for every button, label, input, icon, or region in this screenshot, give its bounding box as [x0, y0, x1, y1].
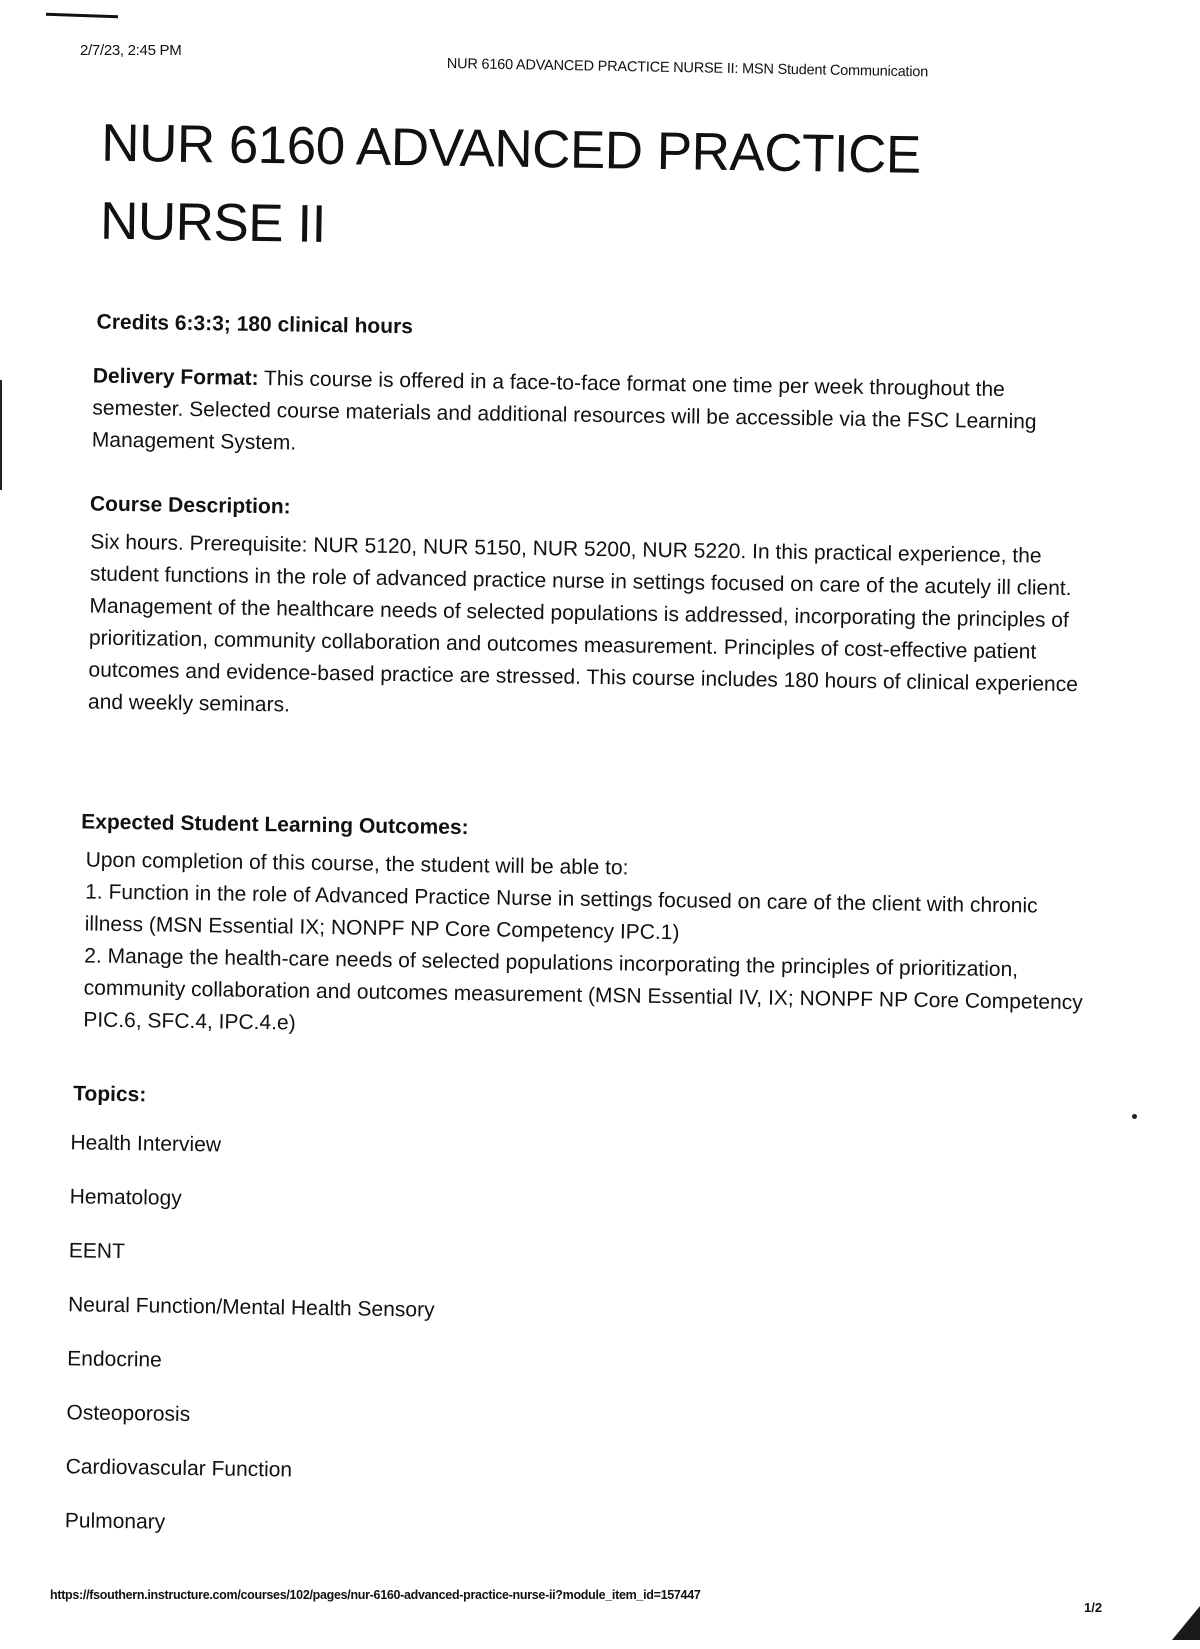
print-datetime: 2/7/23, 2:45 PM — [80, 42, 182, 59]
topic-item: Pulmonary — [64, 1509, 166, 1534]
topics-list — [64, 1128, 437, 1565]
course-credits: Credits 6:3:3; 180 clinical hours — [96, 310, 414, 339]
topic-item: Osteoporosis — [66, 1401, 191, 1427]
course-description: Six hours. Prerequisite: NUR 5120, NUR 5150, NUR 5200, NUR 5220. In this practical experience, the student functions in the role of advanced practice nurse in settings focused on care of the acutely ill client. Management of the healthcare needs of selected populations is addressed, incorporating the principles of prioritization, community collaboration and outcomes measurement. Principles of cost-effective patient outcomes and evidence-based practice are stressed. This course includes 180 hours of clinical experience and weekly seminars. — [87, 530, 1079, 717]
topic-item: Cardiovascular Function — [65, 1455, 293, 1482]
topic-item: Hematology — [69, 1185, 182, 1210]
print-header-title: NUR 6160 ADVANCED PRACTICE NURSE II: MSN Student Communication — [446, 56, 929, 81]
learning-outcomes-heading: Expected Student Learning Outcomes: — [81, 810, 469, 840]
learning-outcomes — [83, 844, 1096, 1051]
page-title: NUR 6160 ADVANCED PRACTICE NURSE II — [99, 113, 922, 254]
learning-outcome-item: 1. Function in the role of Advanced Practice Nurse in settings focused on care of the client with chronic illness (MSN Essential IX; NONPF NP Core Competency IPC.1) — [84, 880, 1038, 945]
topic-item: Endocrine — [67, 1347, 162, 1372]
topics-heading: Topics: — [73, 1082, 147, 1107]
delivery-format-text: This course is offered in a face-to-face format one time per week throughout the semester. Selected course materials and additional resources will be accessible via the FSC Learning Management System. — [91, 366, 1037, 455]
topic-item: EENT — [68, 1239, 126, 1264]
print-page-number: 1/2 — [1084, 1600, 1103, 1615]
course-description-heading: Course Description: — [89, 492, 291, 519]
delivery-format — [92, 361, 1093, 472]
learning-outcomes-intro: Upon completion of this course, the student will be able to: — [85, 848, 629, 880]
print-footer-url: https://fsouthern.instructure.com/courses/102/pages/nur-6160-advanced-practice-nurse-ii?module_item_id=157447 — [50, 1588, 701, 1602]
learning-outcome-item: 2. Manage the health-care needs of selected populations incorporating the principles of prioritization, community collaboration and outcomes measurement (MSN Essential IV, IX; NONPF NP Core Competency PIC.6, SFC.4, IPC.4.e) — [83, 944, 1083, 1035]
topic-item: Health Interview — [70, 1131, 222, 1157]
delivery-format-label: Delivery Format: — [92, 364, 259, 390]
topic-item: Neural Function/Mental Health Sensory — [67, 1293, 435, 1322]
